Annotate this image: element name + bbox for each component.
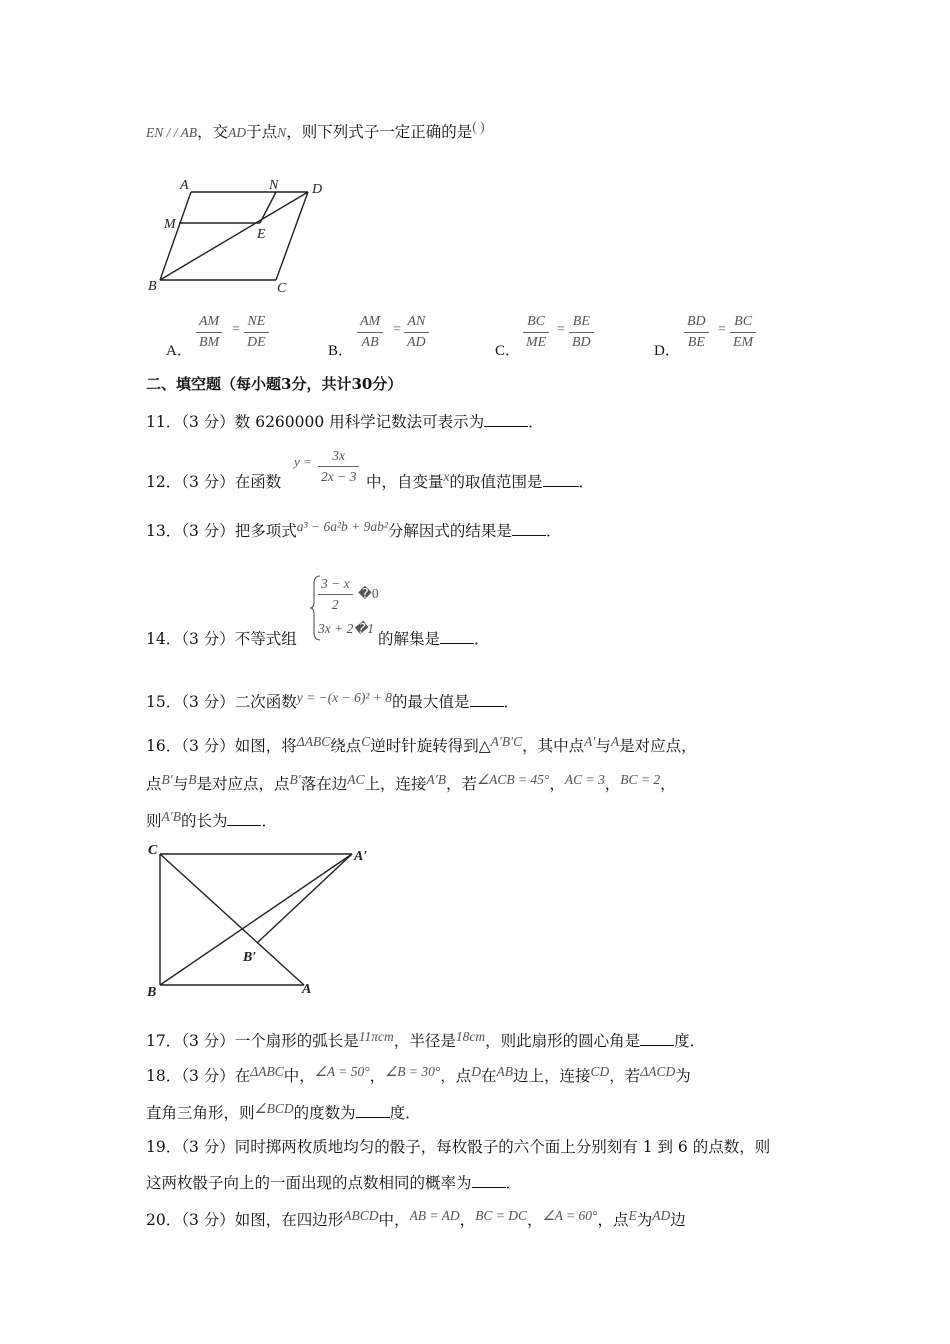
label-m: M — [164, 217, 176, 232]
answer-blank[interactable] — [543, 472, 579, 487]
answer-blank[interactable] — [512, 521, 546, 536]
label-n: N — [269, 178, 279, 193]
question-15: 15．（3 分）二次函数y = −(x − 6)² + 8的最大值是 ． — [146, 690, 520, 711]
question-19-line2: 这两枚骰子向上的一面出现的点数相同的概率为 ． — [146, 1174, 522, 1192]
label-d: D — [312, 182, 323, 197]
diagonal-bd — [160, 192, 308, 280]
answer-paren: ( ) — [472, 119, 485, 134]
segment-b1a1 — [257, 854, 352, 943]
label-b: B — [148, 279, 157, 294]
label-b-prime: B′ — [243, 950, 257, 965]
question-13: 13．（3 分）把多项式a³ − 6a²b + 9ab²分解因式的结果是 ． — [146, 519, 562, 540]
answer-blank[interactable] — [484, 412, 528, 427]
label-b: B — [147, 985, 157, 1000]
label-a-prime: A′ — [354, 849, 368, 864]
q10-continuation: EN / / AB，交AD于点N，则下列式子一定正确的是( ) — [146, 119, 485, 141]
answer-blank[interactable] — [470, 692, 504, 707]
question-16-line1: 16．（3 分）如图，将ΔABC绕点C逆时针旋转得到△A′B′C，其中点A′与A是对应点， — [146, 734, 697, 755]
question-18-line2: 直角三角形，则∠BCD的度数为 度． — [146, 1101, 421, 1122]
segment-en — [260, 192, 276, 223]
answer-blank[interactable] — [440, 629, 474, 644]
label-c: C — [148, 843, 158, 858]
answer-blank[interactable] — [472, 1173, 506, 1188]
section-title: 二、填空题（每小题3分，共计30分） — [146, 375, 403, 393]
label-a: A — [302, 982, 312, 997]
answer-blank[interactable] — [640, 1031, 674, 1046]
label-c: C — [277, 281, 287, 296]
question-16-line2: 点B′与B是对应点，点B′落在边AC上，连接A′B，若∠ACB = 45°，AC = 3，BC = 2， — [146, 772, 676, 793]
label-a: A — [180, 178, 189, 193]
question-20: 20．（3 分）如图，在四边形ABCD中，AB = AD，BC = DC，∠A = 60°，点E为AD边 — [146, 1208, 686, 1229]
question-17: 17．（3 分）一个扇形的弧长是11πcm，半径是18cm，则此扇形的圆心角是 度． — [146, 1029, 706, 1050]
parallelogram-figure — [140, 172, 340, 297]
math: EN / / AB — [146, 125, 198, 140]
question-16-line3: 则A′B的长为 ． — [146, 809, 277, 830]
edge-ba — [160, 192, 191, 280]
rotation-figure — [140, 836, 380, 1000]
question-18-line1: 18．（3 分）在ΔABC中，∠A = 50°，∠B = 30°，点D在AB边上，连接CD，若ΔACD为 — [146, 1064, 691, 1085]
answer-blank[interactable] — [356, 1103, 390, 1118]
segment-ba1 — [160, 854, 352, 985]
question-11: 11．（3 分）数 6260000 用科学记数法可表示为 ． — [146, 413, 544, 431]
answer-blank[interactable] — [227, 811, 261, 826]
label-e: E — [257, 227, 266, 242]
question-19-line1: 19．（3 分）同时掷两枚质地均匀的骰子，每枚骰子的六个面上分别刻有 1 到 6 的点数，则 — [146, 1138, 771, 1156]
edge-dc — [276, 192, 308, 280]
